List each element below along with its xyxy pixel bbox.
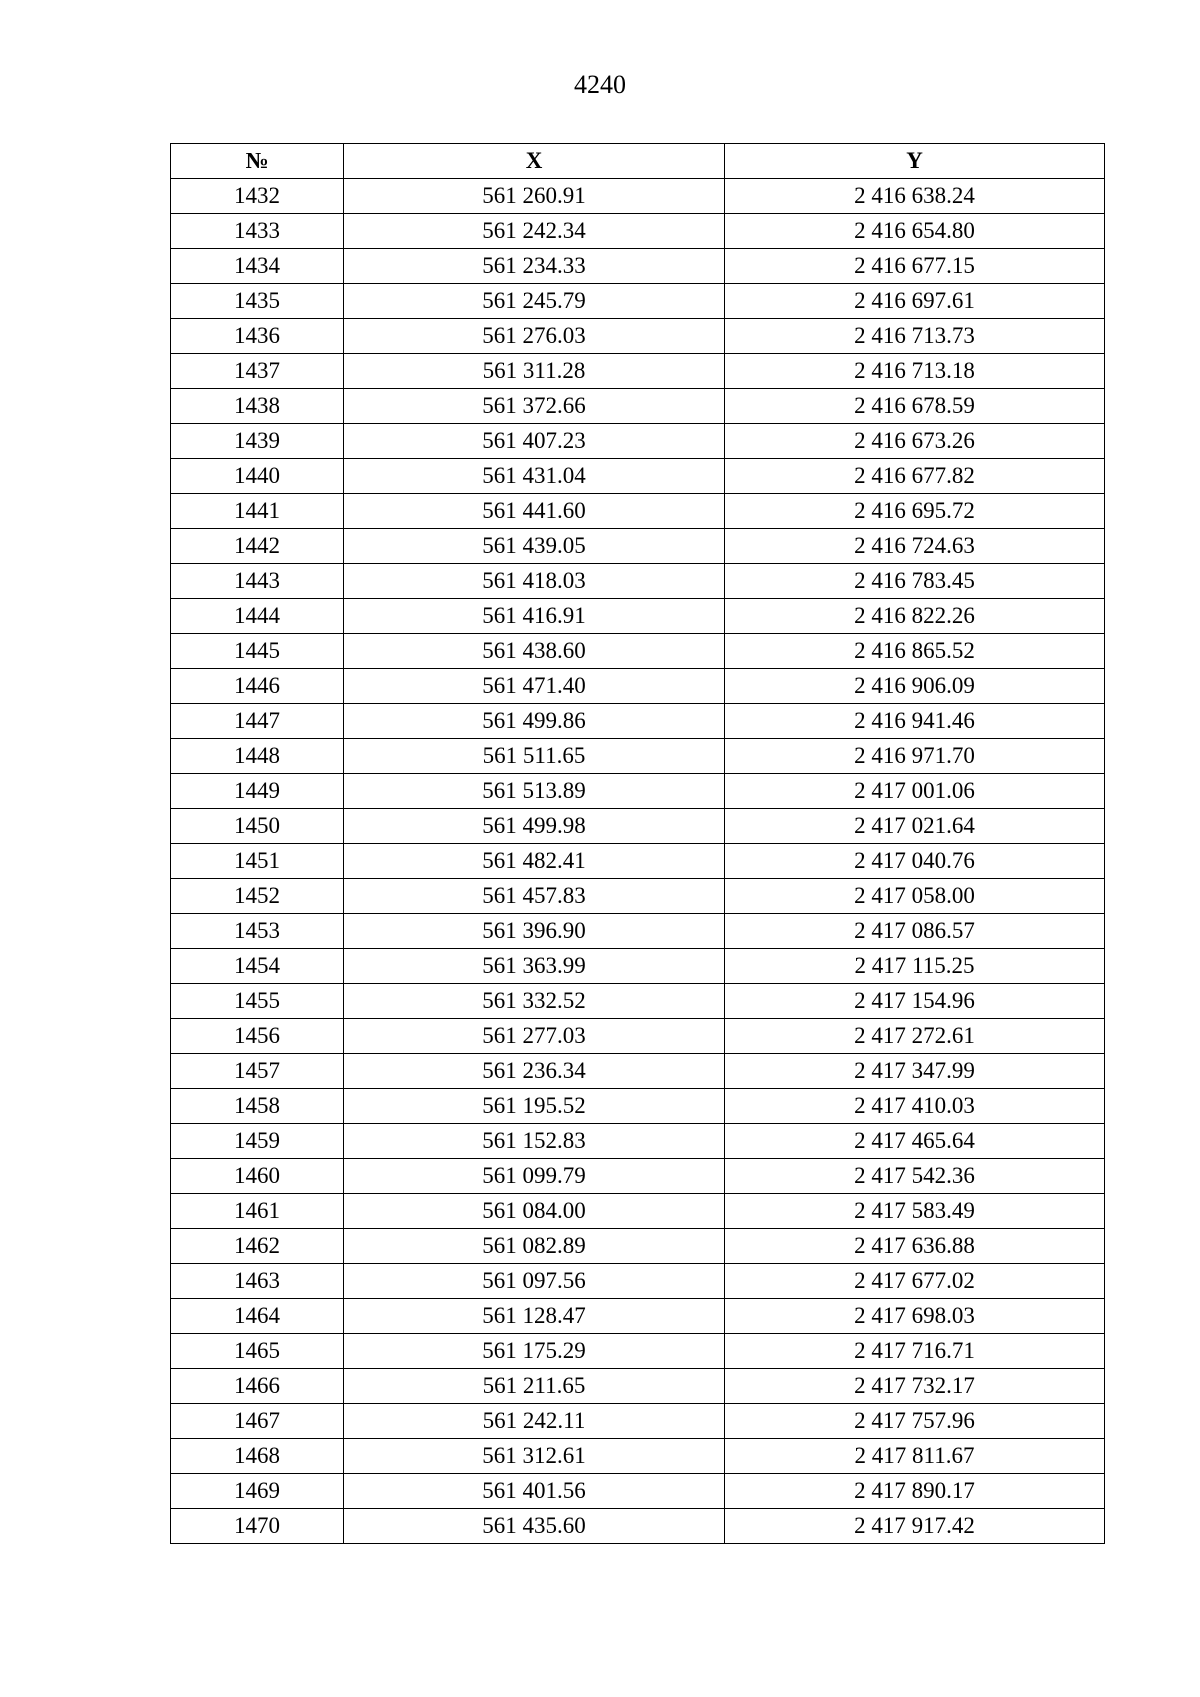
x-coordinate-cell: 561 372.66 (344, 389, 725, 424)
x-coordinate-cell: 561 457.83 (344, 879, 725, 914)
x-coordinate-cell: 561 175.29 (344, 1334, 725, 1369)
y-coordinate-cell: 2 416 638.24 (725, 179, 1105, 214)
table-row (171, 389, 1105, 424)
point-number-cell: 1460 (171, 1159, 344, 1194)
table-row (171, 984, 1105, 1019)
y-coordinate-cell: 2 416 677.82 (725, 459, 1105, 494)
x-coordinate-cell: 561 312.61 (344, 1439, 725, 1474)
coordinates-table (170, 143, 1105, 1544)
x-coordinate-cell: 561 332.52 (344, 984, 725, 1019)
x-coordinate-cell: 561 438.60 (344, 634, 725, 669)
table-row (171, 599, 1105, 634)
x-coordinate-cell: 561 099.79 (344, 1159, 725, 1194)
x-coordinate-cell: 561 441.60 (344, 494, 725, 529)
x-coordinate-cell: 561 499.86 (344, 704, 725, 739)
point-number-cell: 1461 (171, 1194, 344, 1229)
table-row (171, 879, 1105, 914)
x-coordinate-cell: 561 401.56 (344, 1474, 725, 1509)
table-row (171, 1229, 1105, 1264)
point-number-cell: 1433 (171, 214, 344, 249)
x-coordinate-cell: 561 396.90 (344, 914, 725, 949)
point-number-cell: 1454 (171, 949, 344, 984)
y-coordinate-cell: 2 417 636.88 (725, 1229, 1105, 1264)
point-number-cell: 1434 (171, 249, 344, 284)
x-coordinate-cell: 561 097.56 (344, 1264, 725, 1299)
x-coordinate-cell: 561 471.40 (344, 669, 725, 704)
table-row (171, 669, 1105, 704)
table-row (171, 809, 1105, 844)
x-coordinate-cell: 561 084.00 (344, 1194, 725, 1229)
table-row (171, 739, 1105, 774)
y-coordinate-cell: 2 417 021.64 (725, 809, 1105, 844)
point-number-cell: 1463 (171, 1264, 344, 1299)
table-row (171, 1474, 1105, 1509)
y-coordinate-cell: 2 417 465.64 (725, 1124, 1105, 1159)
y-coordinate-cell: 2 417 732.17 (725, 1369, 1105, 1404)
y-coordinate-cell: 2 416 713.73 (725, 319, 1105, 354)
y-coordinate-cell: 2 416 713.18 (725, 354, 1105, 389)
y-coordinate-cell: 2 416 822.26 (725, 599, 1105, 634)
x-coordinate-cell: 561 439.05 (344, 529, 725, 564)
y-coordinate-cell: 2 417 086.57 (725, 914, 1105, 949)
x-coordinate-cell: 561 152.83 (344, 1124, 725, 1159)
x-coordinate-cell: 561 511.65 (344, 739, 725, 774)
table-row (171, 1369, 1105, 1404)
table-row (171, 949, 1105, 984)
y-coordinate-cell: 2 417 542.36 (725, 1159, 1105, 1194)
x-coordinate-cell: 561 416.91 (344, 599, 725, 634)
point-number-cell: 1448 (171, 739, 344, 774)
point-number-cell: 1442 (171, 529, 344, 564)
x-coordinate-cell: 561 242.11 (344, 1404, 725, 1439)
y-coordinate-cell: 2 416 678.59 (725, 389, 1105, 424)
point-number-cell: 1436 (171, 319, 344, 354)
table-row (171, 1159, 1105, 1194)
y-coordinate-cell: 2 416 941.46 (725, 704, 1105, 739)
y-coordinate-cell: 2 417 410.03 (725, 1089, 1105, 1124)
table-row (171, 1439, 1105, 1474)
table-row (171, 214, 1105, 249)
x-coordinate-cell: 561 363.99 (344, 949, 725, 984)
table-row (171, 1299, 1105, 1334)
point-number-cell: 1435 (171, 284, 344, 319)
y-coordinate-cell: 2 416 673.26 (725, 424, 1105, 459)
table-row (171, 319, 1105, 354)
y-coordinate-cell: 2 417 677.02 (725, 1264, 1105, 1299)
table-row (171, 634, 1105, 669)
y-coordinate-cell: 2 417 001.06 (725, 774, 1105, 809)
table-row (171, 494, 1105, 529)
point-number-cell: 1464 (171, 1299, 344, 1334)
y-coordinate-cell: 2 416 695.72 (725, 494, 1105, 529)
table-body (171, 179, 1105, 1544)
point-number-cell: 1440 (171, 459, 344, 494)
y-coordinate-cell: 2 417 058.00 (725, 879, 1105, 914)
point-number-cell: 1458 (171, 1089, 344, 1124)
x-coordinate-cell: 561 431.04 (344, 459, 725, 494)
point-number-cell: 1437 (171, 354, 344, 389)
y-coordinate-cell: 2 417 811.67 (725, 1439, 1105, 1474)
x-coordinate-cell: 561 311.28 (344, 354, 725, 389)
table-row (171, 844, 1105, 879)
header-row (171, 144, 1105, 179)
table-row (171, 1404, 1105, 1439)
table-row (171, 1194, 1105, 1229)
point-number-cell: 1466 (171, 1369, 344, 1404)
header-number: № (171, 144, 344, 179)
table-row (171, 914, 1105, 949)
point-number-cell: 1449 (171, 774, 344, 809)
x-coordinate-cell: 561 277.03 (344, 1019, 725, 1054)
x-coordinate-cell: 561 482.41 (344, 844, 725, 879)
header-y: Y (725, 144, 1105, 179)
table-row (171, 354, 1105, 389)
point-number-cell: 1462 (171, 1229, 344, 1264)
y-coordinate-cell: 2 416 783.45 (725, 564, 1105, 599)
x-coordinate-cell: 561 242.34 (344, 214, 725, 249)
y-coordinate-cell: 2 416 697.61 (725, 284, 1105, 319)
x-coordinate-cell: 561 276.03 (344, 319, 725, 354)
x-coordinate-cell: 561 260.91 (344, 179, 725, 214)
table-row (171, 1124, 1105, 1159)
table-row (171, 704, 1105, 739)
point-number-cell: 1459 (171, 1124, 344, 1159)
x-coordinate-cell: 561 245.79 (344, 284, 725, 319)
table-row (171, 179, 1105, 214)
y-coordinate-cell: 2 416 654.80 (725, 214, 1105, 249)
table-row (171, 1509, 1105, 1544)
table-row (171, 1089, 1105, 1124)
y-coordinate-cell: 2 416 865.52 (725, 634, 1105, 669)
point-number-cell: 1470 (171, 1509, 344, 1544)
point-number-cell: 1453 (171, 914, 344, 949)
point-number-cell: 1445 (171, 634, 344, 669)
table-row (171, 529, 1105, 564)
point-number-cell: 1452 (171, 879, 344, 914)
table-row (171, 249, 1105, 284)
page-number: 4240 (574, 70, 626, 99)
y-coordinate-cell: 2 416 677.15 (725, 249, 1105, 284)
point-number-cell: 1432 (171, 179, 344, 214)
table-row (171, 459, 1105, 494)
x-coordinate-cell: 561 499.98 (344, 809, 725, 844)
table-row (171, 1019, 1105, 1054)
table-row (171, 564, 1105, 599)
point-number-cell: 1441 (171, 494, 344, 529)
table-row (171, 1264, 1105, 1299)
y-coordinate-cell: 2 417 917.42 (725, 1509, 1105, 1544)
point-number-cell: 1455 (171, 984, 344, 1019)
y-coordinate-cell: 2 417 040.76 (725, 844, 1105, 879)
y-coordinate-cell: 2 416 724.63 (725, 529, 1105, 564)
table-row (171, 424, 1105, 459)
point-number-cell: 1438 (171, 389, 344, 424)
table-row (171, 774, 1105, 809)
x-coordinate-cell: 561 418.03 (344, 564, 725, 599)
y-coordinate-cell: 2 417 154.96 (725, 984, 1105, 1019)
y-coordinate-cell: 2 417 583.49 (725, 1194, 1105, 1229)
y-coordinate-cell: 2 417 347.99 (725, 1054, 1105, 1089)
point-number-cell: 1467 (171, 1404, 344, 1439)
table-row (171, 1054, 1105, 1089)
point-number-cell: 1457 (171, 1054, 344, 1089)
x-coordinate-cell: 561 211.65 (344, 1369, 725, 1404)
y-coordinate-cell: 2 416 971.70 (725, 739, 1105, 774)
point-number-cell: 1469 (171, 1474, 344, 1509)
x-coordinate-cell: 561 234.33 (344, 249, 725, 284)
y-coordinate-cell: 2 417 115.25 (725, 949, 1105, 984)
x-coordinate-cell: 561 128.47 (344, 1299, 725, 1334)
y-coordinate-cell: 2 417 272.61 (725, 1019, 1105, 1054)
y-coordinate-cell: 2 416 906.09 (725, 669, 1105, 704)
y-coordinate-cell: 2 417 757.96 (725, 1404, 1105, 1439)
point-number-cell: 1446 (171, 669, 344, 704)
point-number-cell: 1465 (171, 1334, 344, 1369)
point-number-cell: 1447 (171, 704, 344, 739)
point-number-cell: 1444 (171, 599, 344, 634)
header-x: X (344, 144, 725, 179)
x-coordinate-cell: 561 407.23 (344, 424, 725, 459)
y-coordinate-cell: 2 417 716.71 (725, 1334, 1105, 1369)
point-number-cell: 1468 (171, 1439, 344, 1474)
x-coordinate-cell: 561 513.89 (344, 774, 725, 809)
x-coordinate-cell: 561 082.89 (344, 1229, 725, 1264)
x-coordinate-cell: 561 195.52 (344, 1089, 725, 1124)
point-number-cell: 1451 (171, 844, 344, 879)
x-coordinate-cell: 561 236.34 (344, 1054, 725, 1089)
y-coordinate-cell: 2 417 890.17 (725, 1474, 1105, 1509)
point-number-cell: 1450 (171, 809, 344, 844)
point-number-cell: 1443 (171, 564, 344, 599)
x-coordinate-cell: 561 435.60 (344, 1509, 725, 1544)
point-number-cell: 1456 (171, 1019, 344, 1054)
point-number-cell: 1439 (171, 424, 344, 459)
y-coordinate-cell: 2 417 698.03 (725, 1299, 1105, 1334)
table-row (171, 284, 1105, 319)
table-row (171, 1334, 1105, 1369)
table-header (171, 144, 1105, 179)
